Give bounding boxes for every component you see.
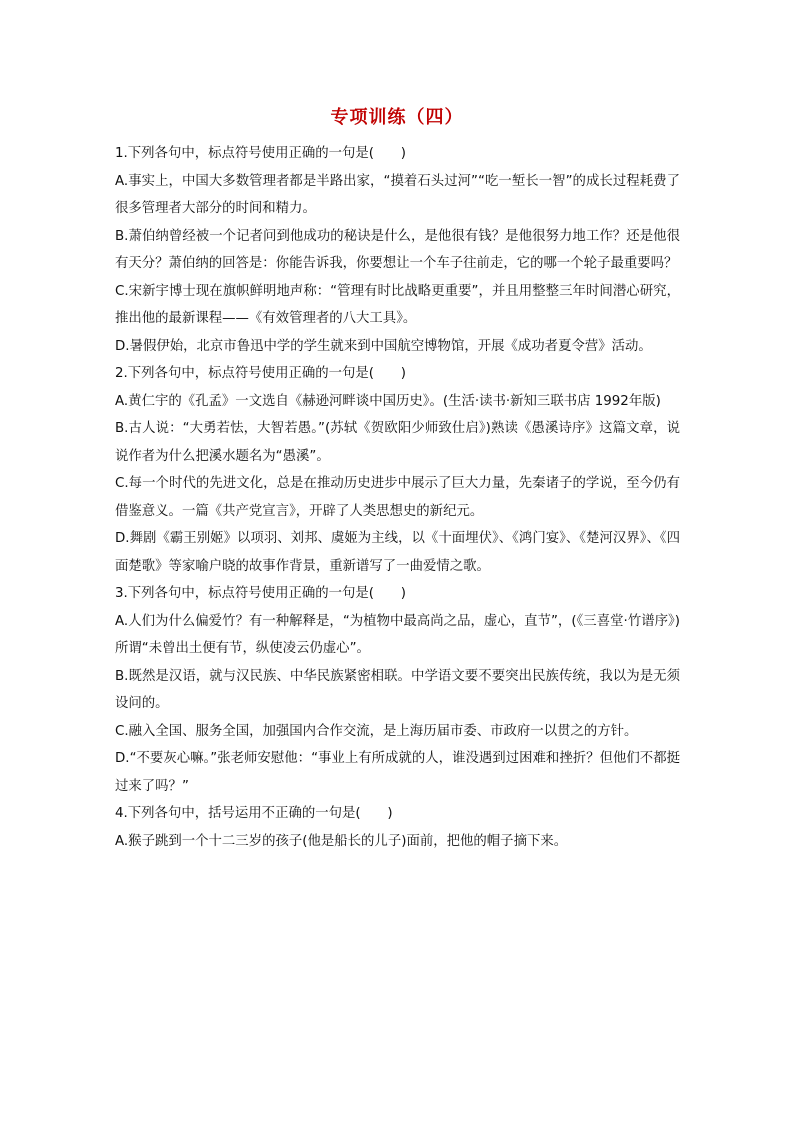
- question-option: C.每一个时代的先进文化，总是在推动历史进步中展示了巨大力量，先秦诸子的学说，至今仍有借鉴意义。一篇《共产党宣言》，开辟了人类思想史的新纪元。: [115, 476, 680, 519]
- question-option: B.古人说：“大勇若怯，大智若愚。”(苏轼《贺欧阳少师致仕启》)熟读《愚溪诗序》这篇文章，说说作者为什么把溪水题名为“愚溪”。: [115, 421, 680, 464]
- question-option: B.萧伯纳曾经被一个记者问到他成功的秘诀是什么，是他很有钱？是他很努力地工作？还是他很有天分？萧伯纳的回答是：你能告诉我，你要想让一个车子往前走，它的哪一个轮子最重要吗？: [115, 228, 680, 271]
- question-stem: 3.下列各句中，标点符号使用正确的一句是( ): [115, 586, 407, 601]
- question-option: A.黄仁宇的《孔孟》一文选自《赫逊河畔谈中国历史》。(生活·读书·新知三联书店 1992年版): [115, 393, 661, 409]
- question-stem: 4.下列各句中，括号运用不正确的一句是( ): [115, 806, 393, 821]
- question-option: A.事实上，中国大多数管理者都是半路出家，“摸着石头过河”“吃一堑长一智”的成长过程耗费了很多管理者大部分的时间和精力。: [115, 173, 680, 216]
- question-option: D.“不要灰心嘛。”张老师安慰他：“事业上有所成就的人，谁没遇到过困难和挫折？但他们不都挺过来了吗？”: [115, 751, 680, 794]
- page-title: 专项训练（四）: [330, 107, 464, 128]
- question-option: C.融入全国、服务全国，加强国内合作交流，是上海历届市委、市政府一以贯之的方针。: [115, 723, 638, 739]
- question-option: A.人们为什么偏爱竹？有一种解释是，“为植物中最高尚之品，虚心，直节”，(《三喜堂·竹谱序》)所谓“未曾出土便有节，纵使凌云仍虚心”。: [115, 613, 680, 656]
- question-list: [115, 140, 680, 855]
- question-option: D.舞剧《霸王别姬》以项羽、刘邦、虞姬为主线，以《十面埋伏》、《鸿门宴》、《楚河汉界》、《四面楚歌》等家喻户晓的故事作背景，重新谱写了一曲爱情之歌。: [115, 531, 680, 574]
- question-stem: 1.下列各句中，标点符号使用正确的一句是( ): [115, 146, 407, 161]
- question-option: B.既然是汉语，就与汉民族、中华民族紧密相联。中学语文要不要突出民族传统，我以为是无须设问的。: [115, 668, 680, 711]
- question-option: C.宋新宇博士现在旗帜鲜明地声称：“管理有时比战略更重要”，并且用整整三年时间潜心研究，推出他的最新课程——《有效管理者的八大工具》。: [115, 283, 680, 326]
- question-option: A.猴子跳到一个十二三岁的孩子(他是船长的儿子)面前，把他的帽子摘下来。: [115, 833, 568, 849]
- question-stem: 2.下列各句中，标点符号使用正确的一句是( ): [115, 366, 407, 381]
- question-option: D.暑假伊始，北京市鲁迅中学的学生就来到中国航空博物馆，开展《成功者夏令营》活动。: [115, 338, 652, 354]
